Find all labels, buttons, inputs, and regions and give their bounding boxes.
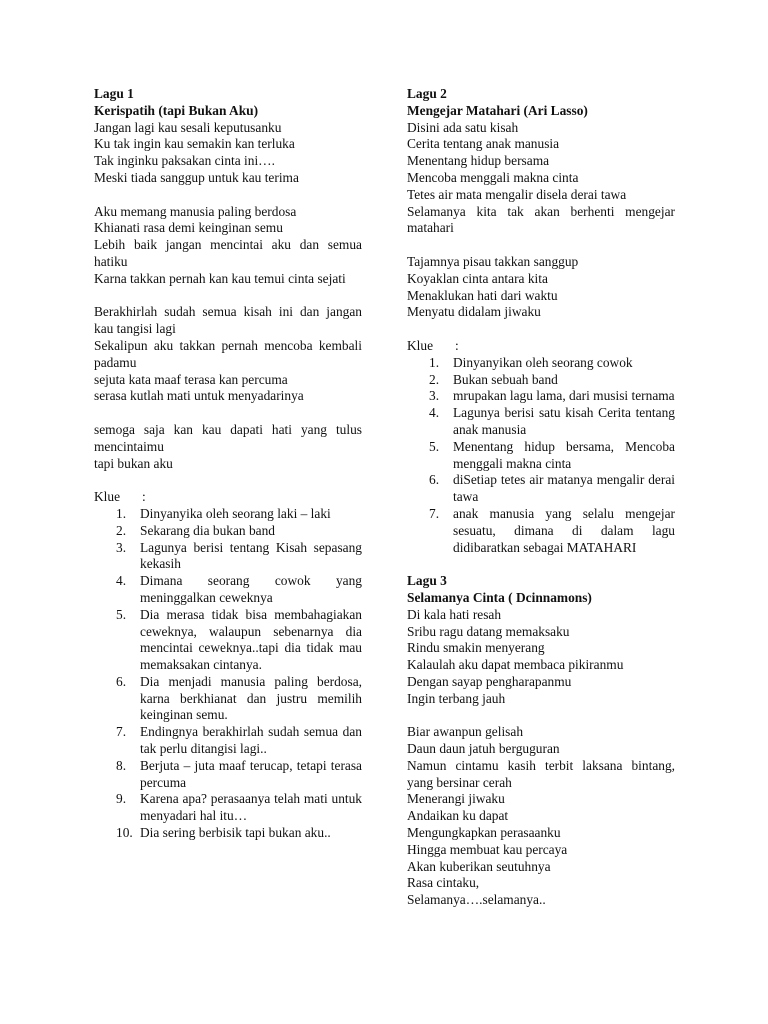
lyric-line: Namun cintamu kasih terbit laksana bintang, yang bersinar cerah [407,757,675,790]
list-item [94,607,362,674]
list-number: 9. [116,791,127,807]
list-text: Menentang hidup bersama, Mencoba menggali makna cinta [453,438,675,471]
list-item [94,758,362,792]
list-number: 2. [429,371,440,387]
lyric-line: Mengungkapkan perasaanku [407,825,561,841]
lyric-line: Khianati rasa demi keinginan semu [94,220,283,236]
lyric-line: Andaikan ku dapat [407,808,509,824]
song-2-stanza-2 [407,254,675,321]
lyric-line: Dengan sayap pengharapanmu [407,673,572,689]
klue-colon: : [142,489,146,505]
list-number: 8. [116,757,127,773]
list-text: Lagunya berisi satu kisah Cerita tentang anak manusia [453,405,675,437]
song-2-heading: Lagu 2 [407,86,447,101]
list-number: 7. [429,505,440,521]
list-item [407,506,675,556]
klue-colon: : [455,337,459,353]
lyric-line: Lebih baik jangan mencintai aku dan semua hatiku [94,237,362,269]
song-3-stanza-2 [407,724,675,909]
list-text: Dinyanyikan oleh seorang cowok [453,354,633,370]
list-number: 4. [116,573,127,589]
lyric-line: Tajamnya pisau takkan sanggup [407,253,579,269]
list-text: Karena apa? perasaanya telah mati untuk menyadari hal itu… [140,791,362,824]
lyric-line: Selamanya kita tak akan berhenti mengejar matahari [407,203,675,236]
song-1-stanza-3 [94,304,362,405]
list-text: Bukan sebuah band [453,371,558,387]
lyric-line: Menaklukan hati dari waktu [407,287,558,303]
song-3-stanza-1 [407,607,675,708]
lyric-line: Akan kuberikan seutuhnya [407,858,551,874]
list-number: 1. [116,505,127,521]
list-number: 3. [116,539,127,555]
song-3-title: Selamanya Cinta ( Dcinnamons) [407,589,592,605]
list-item [407,388,675,405]
lyric-line: Mencoba menggali makna cinta [407,169,579,185]
list-number: 6. [116,673,127,689]
list-text: mrupakan lagu lama, dari musisi ternama [453,388,675,404]
lyric-line: Menerangi jiwaku [407,791,505,807]
list-text: Dia sering berbisik tapi bukan aku.. [140,825,331,841]
list-text: Dia menjadi manusia paling berdosa, karna berkhianat dan justru memilih keinginan semu. [140,673,362,723]
lyric-line: Jangan lagi kau sesali keputusanku [94,119,282,135]
lyric-line: Menyatu didalam jiwaku [407,304,541,320]
song-3-heading: Lagu 3 [407,573,447,589]
lyric-line: serasa kutlah mati untuk menyadarinya [94,388,304,404]
lyric-line: semoga saja kan kau dapati hati yang tulus mencintaimu [94,421,362,454]
lyric-line: sejuta kata maaf terasa kan percuma [94,371,288,387]
list-text: diSetiap tetes air matanya mengalir derai tawa [453,472,675,505]
list-text: Lagunya berisi tentang Kisah sepasang kekasih [140,539,362,572]
song-1-klue-label [94,489,362,506]
list-number: 6. [429,472,440,488]
song-1-stanza-4 [94,422,362,472]
list-item [407,372,675,389]
list-number: 10. [116,825,133,841]
song-1-stanza-2 [94,204,362,288]
list-item [94,540,362,574]
song-2-title: Mengejar Matahari (Ari Lasso) [407,102,588,118]
song-1-heading: Lagu 1 [94,86,134,101]
lyric-line: Kalaulah aku dapat membaca pikiranmu [407,657,624,673]
lyric-line: Ku tak ingin kau semakin kan terluka [94,136,295,152]
list-number: 3. [429,388,440,404]
list-text: Dia merasa tidak bisa membahagiakan ceweknya, walaupun sebenarnya dia mencintai ceweknya..tapi dia tidak mau memaksakan cintanya. [140,606,362,673]
song-1-title: Kerispatih (tapi Bukan Aku) [94,102,259,118]
song-1-klue-list [94,506,362,842]
song-2-klue-list [407,355,675,557]
list-item [94,825,362,842]
list-text: Dimana seorang cowok yang meninggalkan ceweknya [140,573,362,605]
lyric-line: tapi bukan aku [94,455,173,471]
song-2-stanza-1 [407,120,675,238]
lyric-line: Ingin terbang jauh [407,690,506,706]
list-item [94,523,362,540]
lyric-line: Selamanya….selamanya.. [407,892,546,908]
list-number: 5. [116,606,127,622]
klue-label-text: Klue [94,489,121,505]
list-text: Berjuta – juta maaf terucap, tetapi terasa percuma [140,757,362,790]
list-number: 5. [429,438,440,454]
lyric-line: Karna takkan pernah kan kau temui cinta sejati [94,270,346,286]
list-text: anak manusia yang selalu mengejar sesuatu, dimana di dalam lagu didibaratkan sebagai MATAHARI [453,505,675,555]
lyric-line: Cerita tentang anak manusia [407,136,560,152]
song-1-stanza-1 [94,120,362,187]
lyric-line: Koyaklan cinta antara kita [407,270,548,286]
lyric-line: Di kala hati resah [407,606,502,622]
list-item [94,573,362,607]
right-column [407,86,675,909]
lyric-line: Biar awanpun gelisah [407,724,524,740]
list-number: 7. [116,724,127,740]
lyric-line: Tetes air mata mengalir disela derai tawa [407,186,627,202]
list-number: 1. [429,354,440,370]
list-item [407,472,675,506]
list-text: Sekarang dia bukan band [140,522,275,538]
list-number: 2. [116,522,127,538]
lyric-line: Sekalipun aku takkan pernah mencoba kembali padamu [94,337,362,370]
song-2-klue-label [407,338,675,355]
lyric-line: Berakhirlah sudah semua kisah ini dan jangan kau tangisi lagi [94,304,362,337]
lyric-line: Meski tiada sanggup untuk kau terima [94,169,299,185]
lyric-line: Rindu smakin menyerang [407,640,545,656]
lyric-line: Tak inginku paksakan cinta ini…. [94,153,275,169]
list-item [407,405,675,439]
list-item [94,724,362,758]
list-item [407,355,675,372]
list-text: Endingnya berakhirlah sudah semua dan tak perlu ditangisi lagi.. [140,724,362,757]
lyric-line: Sribu ragu datang memaksaku [407,623,570,639]
lyric-line: Aku memang manusia paling berdosa [94,203,297,219]
lyric-line: Rasa cintaku, [407,875,480,891]
left-column [94,86,362,842]
list-item [94,506,362,523]
lyric-line: Menentang hidup bersama [407,153,550,169]
list-item [407,439,675,473]
list-item [94,791,362,825]
klue-label-text: Klue [407,337,434,353]
list-item [94,674,362,724]
list-number: 4. [429,405,440,421]
lyric-line: Hingga membuat kau percaya [407,841,568,857]
lyric-line: Disini ada satu kisah [407,119,519,135]
lyric-line: Daun daun jatuh berguguran [407,741,560,757]
list-text: Dinyanyika oleh seorang laki – laki [140,505,331,521]
